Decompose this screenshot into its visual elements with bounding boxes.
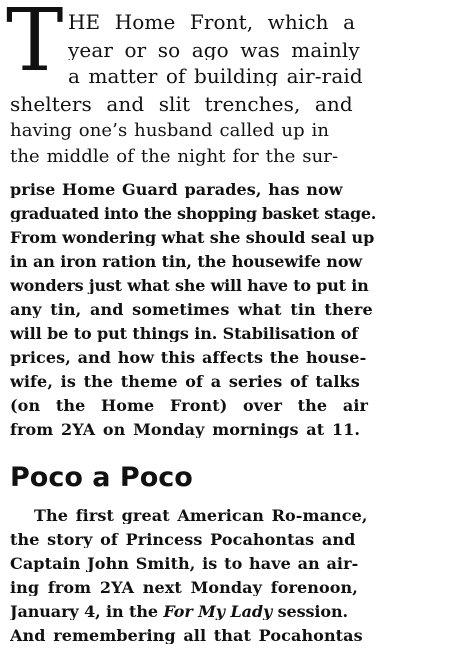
paragraph-line: the middle of the night for the sur-	[10, 148, 339, 166]
paragraph-line: ing from 2YA next Monday forenoon,	[10, 580, 358, 596]
paragraph-line: in an iron ration tin, the housewife now	[10, 254, 363, 270]
paragraph-line: wonders just what she will have to put in	[10, 278, 369, 294]
paragraph-line: year or so ago was mainly	[68, 40, 360, 60]
drop-cap-letter: T	[6, 0, 64, 91]
paragraph-line: graduated into the shopping basket stage.	[10, 206, 376, 222]
paragraph-line: prise Home Guard parades, has now	[10, 182, 343, 198]
paragraph-line: From wondering what she should seal up	[10, 230, 375, 246]
paragraph-line: HE Home Front, which a	[68, 12, 356, 32]
paragraph-line	[10, 604, 464, 620]
paragraph-line: will be to put things in. Stabilisation of	[10, 326, 359, 342]
paragraph-line: a matter of building air-raid	[68, 66, 363, 86]
paragraph-line: having one’s husband called up in	[10, 122, 330, 140]
paragraph-line: the story of Princess Pocahontas and	[10, 532, 356, 548]
paragraph-line: from 2YA on Monday mornings at 11.	[10, 422, 361, 438]
paragraph-line: prices, and how this affects the house-	[10, 350, 367, 366]
paragraph-line: shelters and slit trenches, and	[10, 94, 353, 114]
text-run: session.	[272, 604, 348, 620]
text-run: January 4, in the	[10, 604, 164, 620]
program-title: For My Lady	[163, 604, 273, 620]
paragraph-line: And remembering all that Pocahontas	[10, 628, 363, 644]
paragraph-line: any tin, and sometimes what tin there	[10, 302, 373, 318]
paragraph-line: The first great American Ro-mance,	[34, 508, 368, 524]
paragraph-line: Captain John Smith, is to have an air-	[10, 556, 359, 572]
section-heading: Poco a Poco	[10, 462, 193, 493]
paragraph-line: wife, is the theme of a series of talks	[10, 374, 360, 390]
paragraph-line: (on the Home Front) over the air	[10, 398, 369, 414]
